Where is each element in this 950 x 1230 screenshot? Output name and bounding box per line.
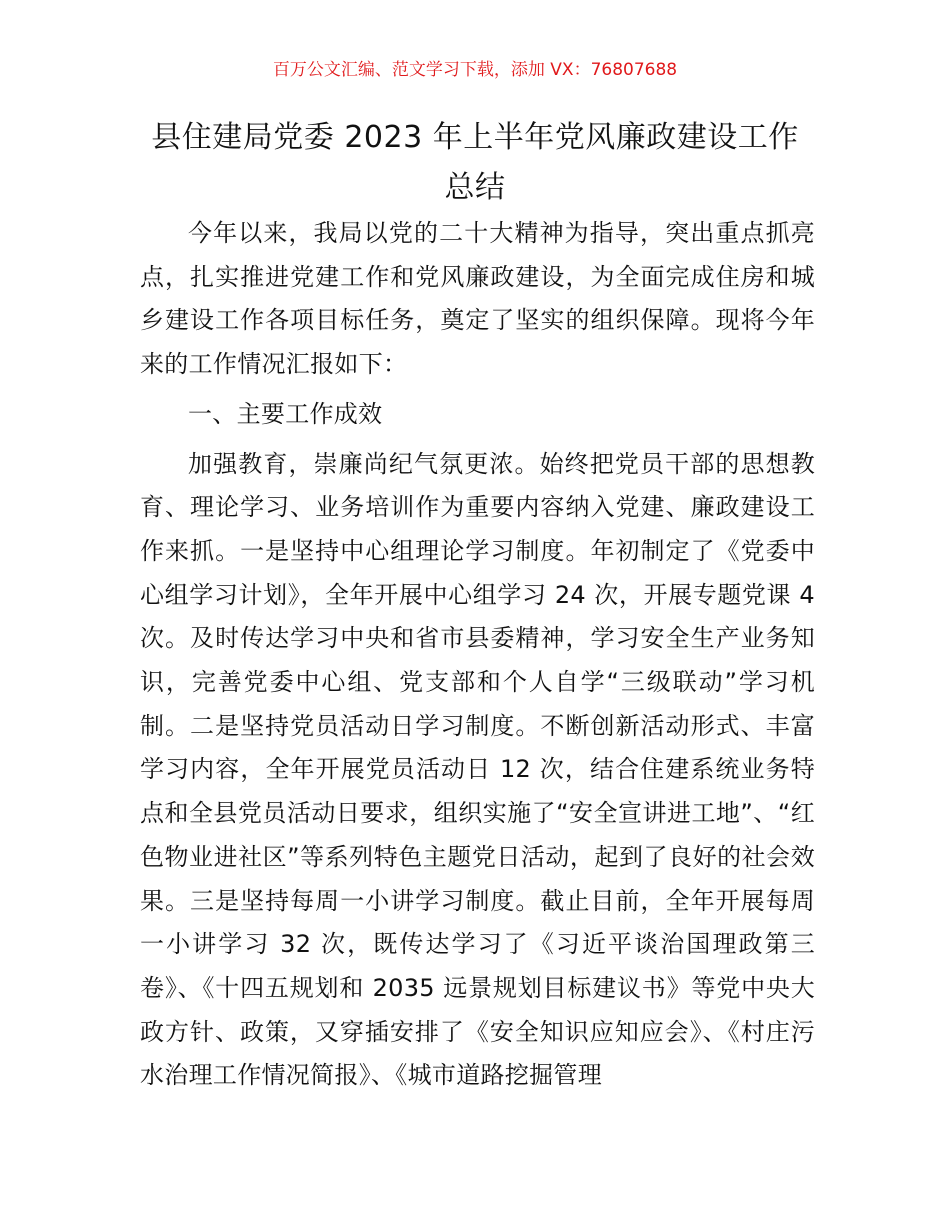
watermark-header: 百万公文汇编、范文学习下载，添加 VX：76807688: [272, 60, 678, 80]
intro-paragraph: 今年以来，我局以党的二十大精神为指导，突出重点抓亮点，扎实推进党建工作和党风廉政建设，为全面完成住房和城乡建设工作各项目标任务，奠定了坚实的组织保障。现将今年来的工作情况汇报如下：: [140, 219, 815, 379]
body-paragraph: 加强教育，崇廉尚纪气氛更浓。始终把党员干部的思想教育、理论学习、业务培训作为重要内容纳入党建、廉政建设工作来抓。一是坚持中心组理论学习制度。年初制定了《党委中心组学习计划》，全年开展中心组学习 24 次，开展专题党课 4 次。及时传达学习中央和省市县委精神，学习安全生产业务知识，完善党委中心组、党支部和个人自学“三级联动”学习机制。二是坚持党员活动日学习制度。不断创新活动形式、丰富学习内容，全年开展党员活动日 12 次，结合住建系统业务特点和全县党员活动日要求，组织实施了“安全宣讲进工地”、“红色物业进社区”等系列特色主题党日活动，起到了良好的社会效果。三是坚持每周一小讲学习制度。截止目前，全年开展每周一小讲学习 32 次，既传达学习了《习近平谈治国理政第三卷》、《十四五规划和 2035 远景规划目标建议书》等党中央大政方针、政策，又穿插安排了《安全知识应知应会》、《村庄污水治理工作情况简报》、《城市道路挖掘管理: [140, 449, 815, 1090]
section-heading: 一、主要工作成效: [188, 399, 383, 428]
document-body: [140, 212, 815, 1098]
document-title: 县住建局党委 2023 年上半年党风廉政建设工作总结: [151, 120, 799, 205]
